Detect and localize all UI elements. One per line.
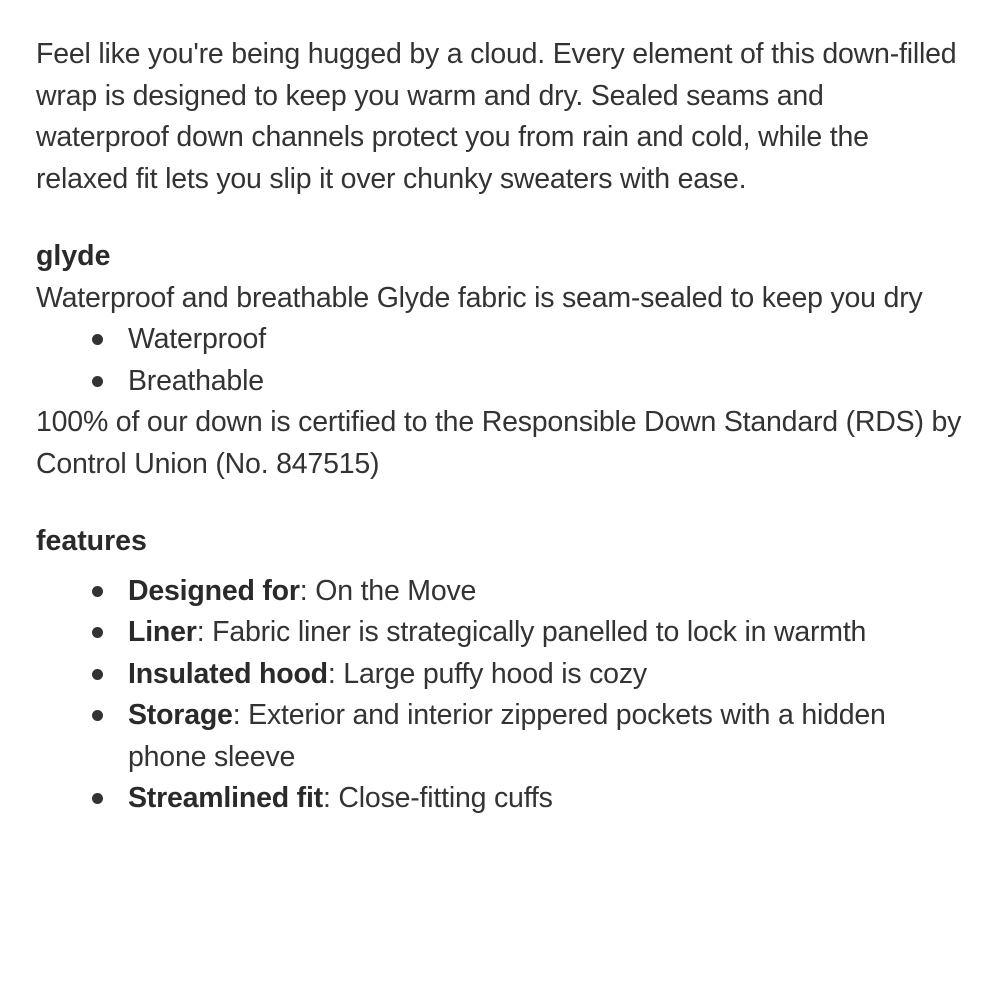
bullet-icon xyxy=(92,586,103,597)
bullet-icon xyxy=(92,669,103,680)
feature-separator: : xyxy=(232,699,241,731)
feature-description: On the Move xyxy=(307,574,477,607)
feature-item xyxy=(128,571,964,613)
feature-separator: : xyxy=(196,616,205,648)
glyde-description: Waterproof and breathable Glyde fabric is seam-sealed to keep you dry xyxy=(36,281,923,314)
glyde-section xyxy=(36,236,964,485)
feature-term: Liner xyxy=(128,616,197,648)
list-item-text: Waterproof xyxy=(128,323,266,355)
bullet-icon xyxy=(92,710,103,721)
glyde-bullet-list xyxy=(36,319,964,402)
feature-description: Fabric liner is strategically panelled to lock in warmth xyxy=(204,616,867,648)
list-item xyxy=(128,319,964,361)
feature-description: Close-fitting cuffs xyxy=(330,782,553,814)
feature-separator: : xyxy=(322,782,331,814)
bullet-icon xyxy=(92,793,103,804)
feature-term: Storage xyxy=(128,699,233,731)
intro-paragraph: Feel like you're being hugged by a cloud. Every element of this down-filled wrap is designed to keep you warm and dry. Sealed seams and waterproof down channels protect you from rain and cold, while the relaxed fit lets you slip it over chunky sweaters with ease. xyxy=(36,38,957,195)
glyde-heading: glyde xyxy=(36,240,111,272)
features-heading: features xyxy=(36,525,147,557)
feature-item xyxy=(128,695,964,778)
feature-description: Large puffy hood is cozy xyxy=(335,657,647,690)
certification-text: 100% of our down is certified to the Responsible Down Standard (RDS) by Control Union (No. 847515) xyxy=(36,406,962,480)
feature-term: Designed for xyxy=(128,574,300,607)
bullet-icon xyxy=(92,376,103,387)
feature-item xyxy=(128,778,964,820)
feature-item xyxy=(128,612,964,654)
feature-term: Insulated hood xyxy=(128,657,328,690)
features-section xyxy=(36,521,964,820)
list-item-text: Breathable xyxy=(128,364,264,397)
feature-separator: : xyxy=(299,574,308,607)
feature-item xyxy=(128,654,964,696)
feature-separator: : xyxy=(327,657,336,690)
bullet-icon xyxy=(92,334,103,345)
bullet-icon xyxy=(92,627,103,638)
list-item xyxy=(128,361,964,403)
features-list xyxy=(36,571,964,820)
feature-term: Streamlined fit xyxy=(128,782,323,814)
feature-description: Exterior and interior zippered pockets with a hidden phone sleeve xyxy=(128,699,886,773)
